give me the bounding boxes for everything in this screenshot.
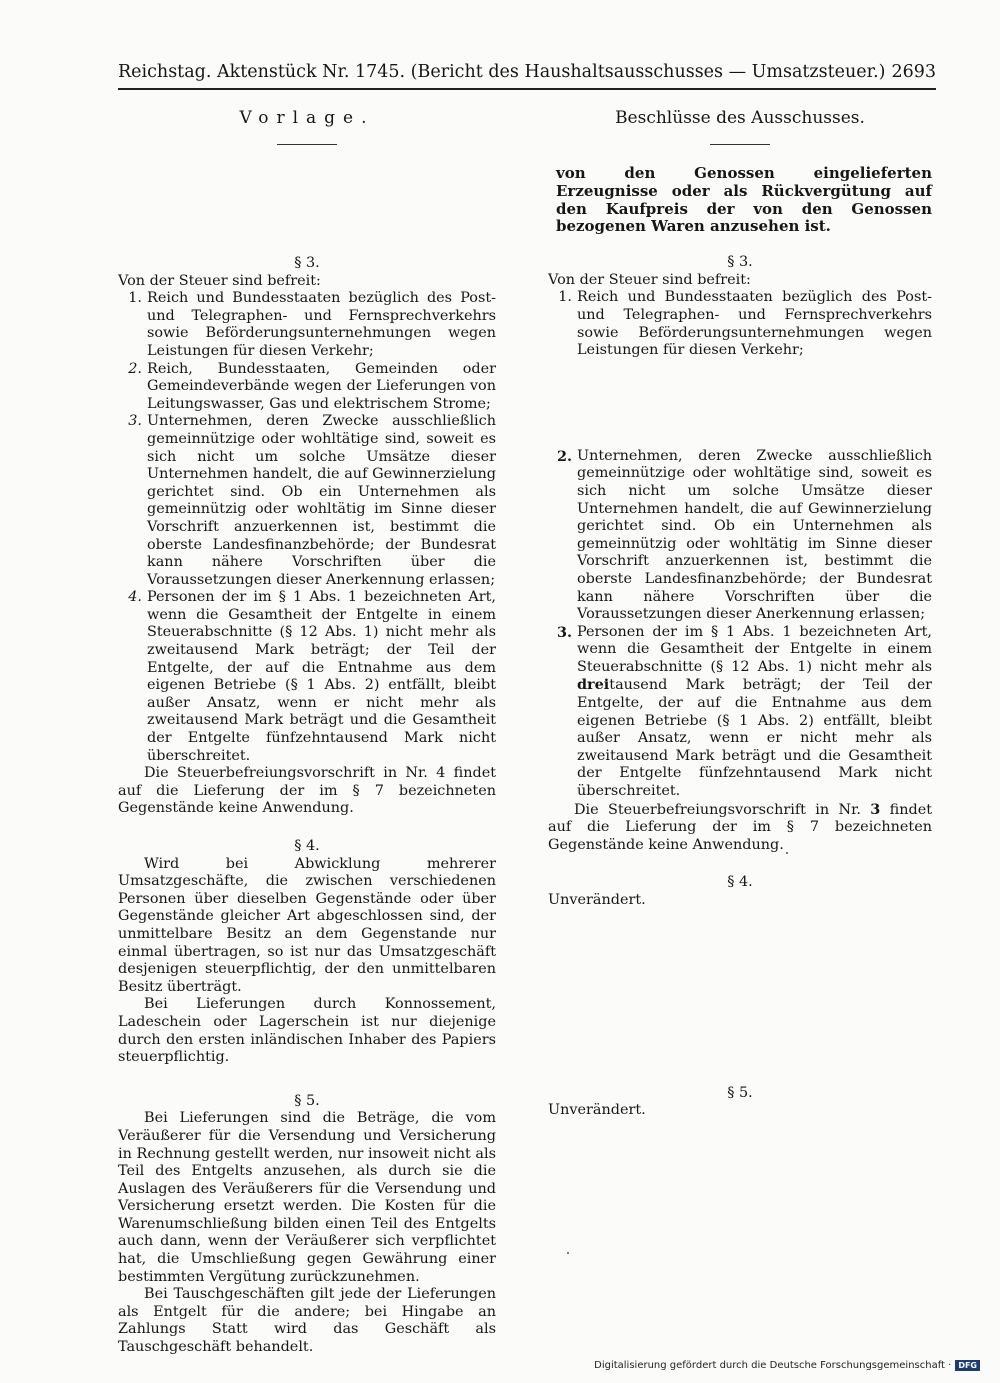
section-5-paragraph: Bei Tauschgeschäften gilt jede der Lieferungen als Entgelt für die andere; bei Hingabe an Zahlungs Statt wird das Geschäft als Tauschgeschäft behandelt. [118, 1286, 496, 1356]
right-column [548, 110, 932, 1120]
amended-number: 3 [870, 800, 881, 818]
continuation-text: von den Genossen eingelieferten Erzeugnisse oder als Rückvergütung auf den Kaufpreis der von den Genossen bezogenen Waren anzusehen ist. [556, 164, 932, 236]
dfg-logo: DFG [955, 1360, 980, 1371]
section-5-heading: § 5. [727, 1084, 753, 1101]
footer-text: Digitalisierung gefördert durch die Deutsche Forschungsgemeinschaft · [594, 1360, 952, 1371]
speck [567, 1252, 569, 1254]
header-rule [118, 88, 936, 90]
section-3-heading: § 3. [294, 255, 320, 271]
list-item: 1. Reich und Bundesstaaten bezüglich des Post- und Telegraphen- und Fernsprechverkehrs sowie Beförderungsunternehmungen wegen Leistungen für diesen Verkehr; [558, 289, 932, 359]
list-item: 3. Personen der im § 1 Abs. 1 bezeichneten Art, wenn die Gesamtheit der Entgelte in einem Steuerabschnitte (§ 12 Abs. 1) nicht mehr als dreitausend Mark beträgt; der Teil der Entgelte, der auf die Entnahme aus dem eigenen Betriebe (§ 1 Abs. 2) entfällt, bleibt außer Ansatz, wenn er nicht mehr als zweitausend Mark beträgt und die Gesamtheit der Entgelte fünfzehntausend Mark nicht überschreitet. [556, 623, 932, 800]
section-3-closing: Die Steuerbefreiungsvorschrift in Nr. 3 findet auf die Lieferung der im § 7 bezeichneten Gegenstände keine Anwendung. [548, 800, 932, 853]
section-3-heading: § 3. [727, 254, 753, 271]
speck [786, 852, 788, 854]
list-item: 2. Unternehmen, deren Zwecke ausschließlich gemeinnützige oder wohltätige sind, soweit es sich nicht um solche Umsätze dieser Unternehmen handelt, die auf Gewinnerzielung gerichtet sind. Ob ein Unternehmen als gemeinnützig oder wohltätig im Sinne dieser Vorschrift anzuerkennen ist, bestimmt die oberste Landesfinanzbehörde; der Bundesrat kann nähere Vorschriften über die Voraussetzungen dieser Anerkennung erlassen; [556, 447, 932, 623]
amended-word: drei [577, 676, 610, 694]
section-4-text: Unverändert. [548, 892, 646, 908]
page-footer [594, 1360, 980, 1371]
section-5-paragraph: Bei Lieferungen sind die Beträge, die vom Veräußerer für die Versendung und Versicherung in Rechnung gestellt werden, nur insoweit nicht als Teil des Entgelts anzusehen, als durch sie die Auslagen des Veräußerers für die Versendung und Versicherung ersetzt werden. Die Kosten für die Warenumschließung bilden einen Teil des Entgelts auch dann, wenn der Veräußerer sich verpflichtet hat, die Umschließung gegen Gewährung einer bestimmten Vergütung zurückzunehmen. [118, 1110, 496, 1285]
section-4-heading: § 4. [294, 838, 320, 854]
page-number: 2693 [891, 62, 936, 82]
section-4-heading: § 4. [727, 874, 753, 891]
section-3-closing: Die Steuerbefreiungsvorschrift in Nr. 4 findet auf die Lieferung der im § 7 bezeichneten Gegenstände keine Anwendung. [118, 765, 496, 817]
section-4-paragraph: Bei Lieferungen durch Konnossement, Ladeschein oder Lagerschein ist nur diejenige durch den ersten inländischen Inhaber des Papiers steuerpflichtig. [118, 996, 496, 1066]
section-4-paragraph: Wird bei Abwicklung mehrerer Umsatzgeschäfte, die zwischen verschiedenen Personen über dieselben Gegenstände oder über Gegenstände gleicher Art abgeschlossen sind, der unmittelbare Besitz an dem Gegenstande nur einmal übertragen, so ist nur das Umsatzgeschäft desjenigen steuerpflichtig, der den unmittelbaren Besitz überträgt. [118, 855, 496, 995]
list-item: 2. Reich, Bundesstaaten, Gemeinden oder Gemeindeverbände wegen der Lieferungen von Leitungswasser, Gas und elektrischem Strome; [128, 360, 496, 412]
left-column [118, 110, 496, 1357]
section-3-intro: Von der Steuer sind befreit: [548, 271, 751, 288]
list-item: 4. Personen der im § 1 Abs. 1 bezeichneten Art, wenn die Gesamtheit der Entgelte in einem Steuerabschnitte (§ 12 Abs. 1) nicht mehr als zweitausend Mark beträgt; der Teil der Entgelte, der auf die Entnahme aus dem eigenen Betriebe (§ 1 Abs. 2) entfällt, bleibt außer Ansatz, wenn er nicht mehr als zweitausend Mark beträgt und die Gesamtheit der Entgelte fünfzehntausend Mark nicht überschreitet. [128, 589, 496, 764]
right-column-title: Beschlüsse des Ausschusses. [615, 108, 865, 128]
left-column-title: Vorlage. [239, 108, 375, 128]
section-5-text: Unverändert. [548, 1102, 646, 1119]
section-5-heading: § 5. [294, 1092, 320, 1109]
list-item: 1. Reich und Bundesstaaten bezüglich des Post- und Telegraphen- und Fernsprechverkehrs sowie Beförderungsunternehmungen wegen Leistungen für diesen Verkehr; [128, 290, 496, 359]
page-header [118, 60, 936, 84]
header-title: Reichstag. Aktenstück Nr. 1745. (Bericht des Haushaltsausschusses — Umsatzsteuer.) [118, 62, 886, 82]
section-3-intro: Von der Steuer sind befreit: [118, 272, 321, 289]
list-item: 3. Unternehmen, deren Zwecke ausschließlich gemeinnützige oder wohltätige sind, soweit es sich nicht um solche Umsätze dieser Unternehmen handelt, die auf Gewinnerzielung gerichtet sind. Ob ein Unternehmen als gemeinnützig oder wohltätig im Sinne dieser Vorschrift anzuerkennen ist, bestimmt die oberste Landesfinanzbehörde; der Bundesrat kann nähere Vorschriften über die Voraussetzungen dieser Anerkennung erlassen; [128, 413, 496, 588]
